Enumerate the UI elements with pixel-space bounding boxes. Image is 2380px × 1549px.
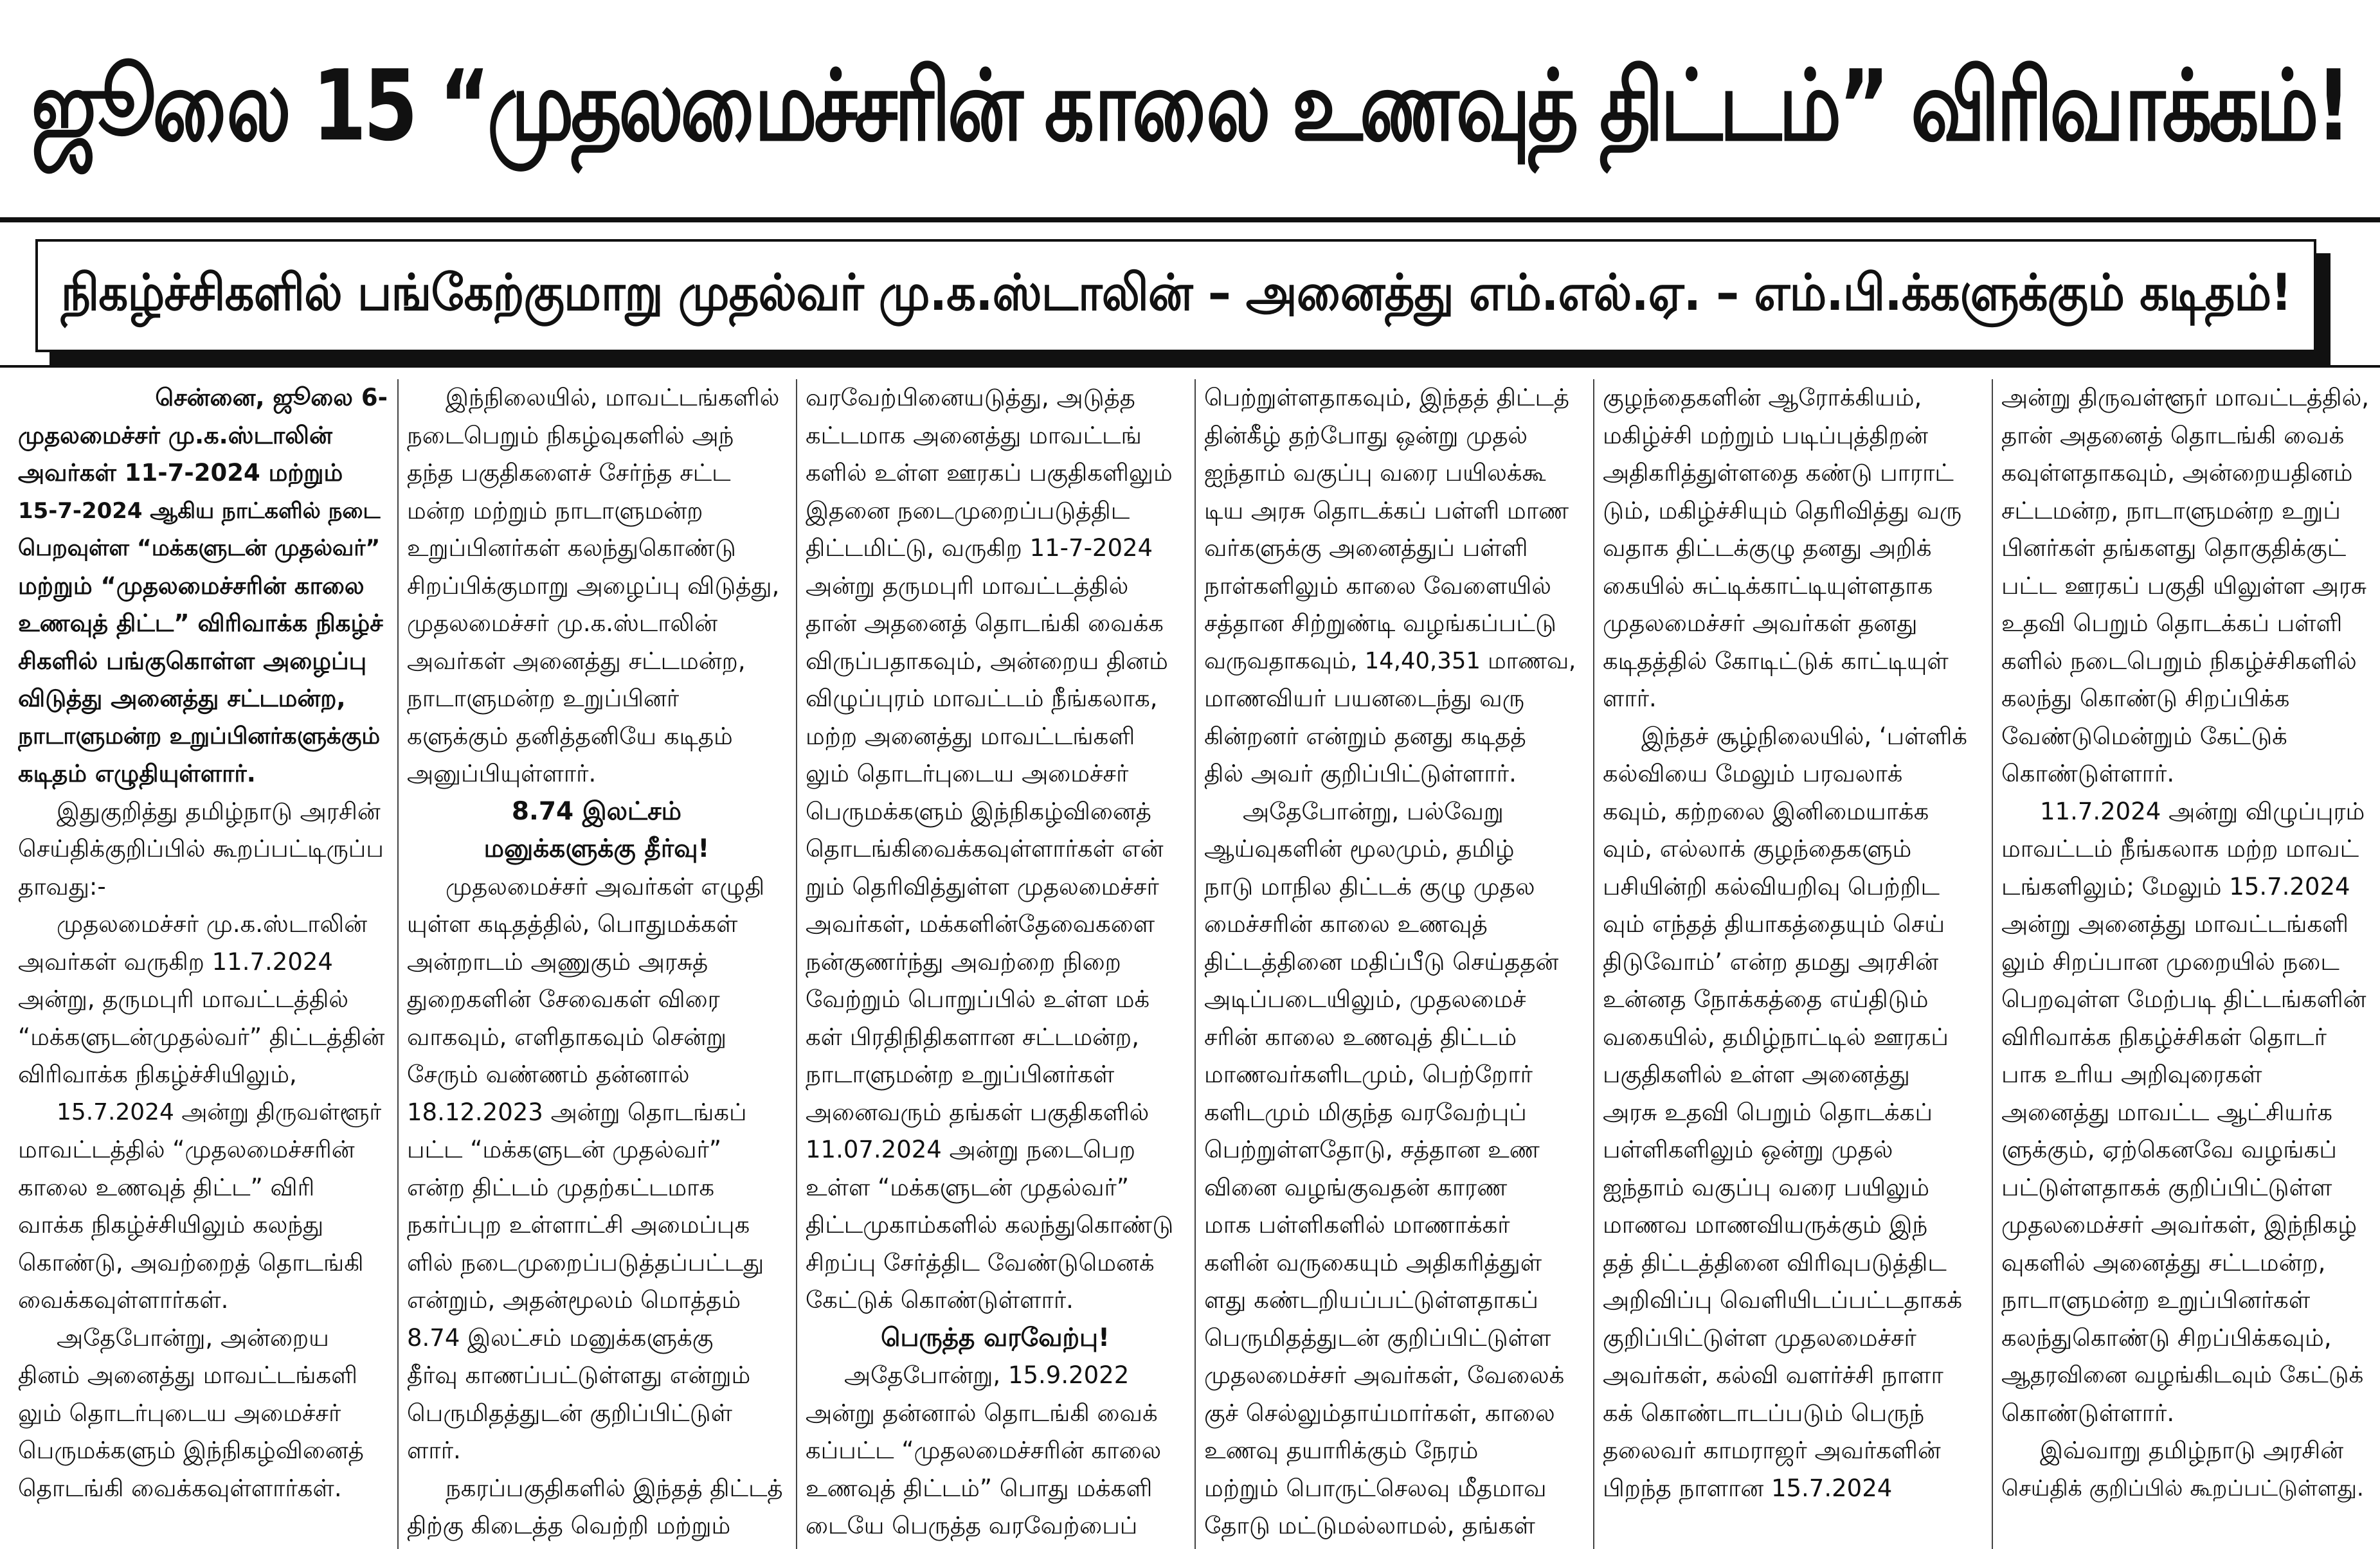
article-line: களில் நடைபெறும் நிகழ்ச்சிகளில் bbox=[2001, 647, 2357, 675]
column-divider bbox=[1593, 379, 1594, 1549]
article-line: 15.7.2024 அன்று திருவள்ளூர் bbox=[57, 1098, 382, 1125]
article-line: 8.74 இலட்சம் மனுக்களுக்கு bbox=[407, 1323, 714, 1352]
article-line: சரின் காலை உணவுத் திட்டம் bbox=[1204, 1023, 1517, 1051]
article-line: கடிதம் எழுதியுள்ளார். bbox=[18, 760, 256, 787]
article-line: அதேபோன்று, பல்வேறு bbox=[1243, 797, 1504, 825]
article-line: 15-7-2024 ஆகிய நாட்களில் நடை bbox=[18, 497, 381, 524]
article-line: அன்று அனைத்து மாவட்டங்களி bbox=[2001, 910, 2349, 938]
article-line: தொடங்கிவைக்கவுள்ளார்கள் என் bbox=[806, 835, 1164, 863]
article-line: ளார். bbox=[407, 1437, 461, 1464]
article-line: களுக்கும் தனித்தனியே கடிதம் bbox=[407, 722, 733, 750]
article-line: நகர்ப்புற உள்ளாட்சி அமைப்புக bbox=[407, 1211, 750, 1239]
article-line: சேரும் வண்ணம் தன்னால் bbox=[407, 1061, 690, 1088]
article-line: கேட்டுக் கொண்டுள்ளார். bbox=[806, 1286, 1074, 1314]
article-line: மற்றும் பொருட்செலவு மீதமாவ bbox=[1204, 1474, 1547, 1502]
article-line: டிய அரசு தொடக்கப் பள்ளி மாண bbox=[1204, 496, 1569, 524]
article-line: திடுவோம்’ என்ற தமது அரசின் bbox=[1603, 947, 1939, 976]
article-column-3 bbox=[806, 379, 1185, 1549]
article-line: வர்களுக்கு அனைத்துப் பள்ளி bbox=[1204, 534, 1528, 562]
headline bbox=[0, 0, 2380, 212]
article-line: துறைகளின் சேவைகள் விரை bbox=[407, 985, 720, 1013]
column-divider bbox=[1992, 379, 1993, 1549]
article-line: ளார். bbox=[1603, 685, 1657, 712]
article-line: பெறவுள்ள மேற்படி திட்டங்களின் bbox=[2001, 985, 2366, 1013]
article-line: குறிப்பிட்டுள்ள முதலமைச்சர் bbox=[1603, 1323, 1916, 1352]
article-line: கொண்டு, அவற்றைத் தொடங்கி bbox=[18, 1248, 364, 1276]
article-line: மாக பள்ளிகளில் மாணாக்கர் bbox=[1204, 1211, 1510, 1239]
article-line: கல்வியை மேலும் பரவலாக் bbox=[1603, 760, 1903, 787]
article-line: கின்றனர் என்றும் தனது கடிதத் bbox=[1204, 722, 1526, 750]
article-line: கையில் சுட்டிக்காட்டியுள்ளதாக bbox=[1603, 571, 1933, 600]
article-line: சிகளில் பங்குகொள்ள அழைப்பு bbox=[18, 647, 367, 675]
article-line: உன்னத நோக்கத்தை எய்திடும் bbox=[1603, 985, 1929, 1013]
article-line: களில் உள்ள ஊரகப் பகுதிகளிலும் bbox=[806, 459, 1173, 487]
article-line: பெருமிதத்துடன் குறிப்பிட்டுள் bbox=[407, 1399, 733, 1427]
article-line: தோடு மட்டுமல்லாமல், தங்கள் bbox=[1204, 1512, 1535, 1539]
article-body bbox=[0, 379, 2380, 1549]
article-column-2 bbox=[407, 379, 786, 1549]
article-line: மாணவியர் பயனடைந்து வரு bbox=[1204, 685, 1524, 712]
article-line: வாகவும், எளிதாகவும் சென்று bbox=[407, 1023, 727, 1051]
article-line: அதேபோன்று, 15.9.2022 bbox=[844, 1361, 1130, 1389]
article-line: கள் பிரதிநிதிகளான சட்டமன்ற, bbox=[806, 1023, 1139, 1051]
article-line: பாக உரிய அறிவுரைகள் bbox=[2001, 1061, 2262, 1088]
article-line: முதலமைச்சர் அவர்கள் தனது bbox=[1603, 609, 1918, 637]
article-line: செய்திக்குறிப்பில் கூறப்பட்டிருப்ப bbox=[18, 835, 384, 863]
article-line: மாணவ மாணவியருக்கும் இந் bbox=[1603, 1211, 1928, 1239]
article-line: பெருத்த வரவேற்பு! bbox=[881, 1323, 1110, 1352]
article-line: வினை வழங்குவதன் காரண bbox=[1204, 1173, 1508, 1201]
article-line: அன்று தன்னால் தொடங்கி வைக் bbox=[806, 1399, 1158, 1427]
article-line: நடைபெறும் நிகழ்வுகளில் அந் bbox=[407, 421, 734, 449]
article-line: அன்று திருவள்ளூர் மாவட்டத்தில், bbox=[2001, 384, 2370, 411]
article-line: பெற்றுள்ளதோடு, சத்தான உண bbox=[1204, 1136, 1540, 1163]
article-line: சிறப்பு சேர்த்திட வேண்டுமெனக் bbox=[806, 1248, 1155, 1276]
article-line: பெருமிதத்துடன் குறிப்பிட்டுள்ள bbox=[1204, 1323, 1551, 1352]
article-line: தாவது:- bbox=[18, 872, 106, 900]
article-line: அவர்கள் அனைத்து சட்டமன்ற, bbox=[407, 647, 746, 675]
article-line: வேற்றும் பொறுப்பில் உள்ள மக் bbox=[806, 985, 1150, 1013]
article-line: சத்தான சிற்றுண்டி வழங்கப்பட்டு bbox=[1204, 609, 1556, 637]
article-line: வைக்கவுள்ளார்கள். bbox=[18, 1286, 229, 1314]
article-line: காலை உணவுத் திட்ட” விரி bbox=[18, 1173, 315, 1201]
article-line: மனுக்களுக்கு தீர்வு! bbox=[483, 834, 710, 863]
article-line: சிறப்பிக்குமாறு அழைப்பு விடுத்து, bbox=[407, 571, 780, 600]
article-column-1 bbox=[18, 379, 388, 1549]
article-line: தினம் அனைத்து மாவட்டங்களி bbox=[18, 1361, 358, 1389]
article-line: தீர்வு காணப்பட்டுள்ளது என்றும் bbox=[407, 1361, 751, 1389]
article-column-4 bbox=[1204, 379, 1583, 1549]
article-line: நன்குணர்ந்து அவற்றை நிறை bbox=[806, 947, 1121, 976]
article-line: களிடமும் மிகுந்த வரவேற்புப் bbox=[1204, 1098, 1527, 1126]
article-line: நாடாளுமன்ற உறுப்பினர்கள் bbox=[806, 1061, 1115, 1088]
article-line: அனைவரும் தங்கள் பகுதிகளில் bbox=[806, 1098, 1149, 1126]
article-line: அவர்கள் வருகிற 11.7.2024 bbox=[18, 947, 333, 976]
article-line: லும் தொடர்புடைய அமைச்சர் bbox=[18, 1399, 341, 1427]
article-line: உறுப்பினர்கள் கலந்துகொண்டு bbox=[407, 534, 736, 562]
article-line: டையே பெருத்த வரவேற்பைப் bbox=[806, 1512, 1138, 1539]
article-line: பிறந்த நாளான 15.7.2024 bbox=[1603, 1474, 1893, 1502]
article-column-6 bbox=[2001, 379, 2371, 1549]
article-line: மற்றும் “முதலமைச்சரின் காலை bbox=[18, 571, 365, 600]
article-line: குச் செல்லும்தாய்மார்கள், காலை bbox=[1204, 1399, 1555, 1427]
article-line: திட்டமுகாம்களில் கலந்துகொண்டு bbox=[806, 1211, 1174, 1239]
article-line: லும் சிறப்பான முறையில் நடை bbox=[2001, 947, 2339, 976]
article-line: இந்நிலையில், மாவட்டங்களில் bbox=[446, 384, 780, 411]
article-line: பட்ட ஊரகப் பகுதி யிலுள்ள அரசு bbox=[2001, 571, 2367, 600]
article-line: ஆய்வுகளின் மூலமும், தமிழ் bbox=[1204, 835, 1515, 863]
section-rule bbox=[0, 365, 2380, 368]
article-line: முதலமைச்சர் மு.க.ஸ்டாலின் bbox=[57, 910, 368, 938]
article-line: பசியின்றி கல்வியறிவு பெற்றிட bbox=[1603, 872, 1940, 900]
article-line: நாள்களிலும் காலை வேளையில் bbox=[1204, 571, 1551, 600]
article-line: கலந்து கொண்டு சிறப்பிக்க bbox=[2001, 685, 2290, 712]
article-line: பெருமக்களும் இந்நிகழ்வினைத் bbox=[18, 1437, 364, 1464]
article-line: சென்னை, ஜூலை 6- bbox=[155, 384, 388, 411]
article-line: அன்றாடம் அணுகும் அரசுத் bbox=[407, 947, 708, 976]
article-line: உள்ள “மக்களுடன் முதல்வர்” bbox=[806, 1173, 1130, 1201]
article-line: முதலமைச்சர் அவர்கள், வேலைக் bbox=[1204, 1361, 1565, 1389]
article-line: லும் தொடர்புடைய அமைச்சர் bbox=[806, 760, 1129, 787]
article-line: விரிவாக்க நிகழ்ச்சிகள் தொடர் bbox=[2001, 1023, 2327, 1051]
article-line: என்ற திட்டம் முதற்கட்டமாக bbox=[407, 1173, 715, 1201]
article-line: மன்ற மற்றும் நாடாளுமன்ற bbox=[407, 496, 703, 524]
article-line: கொண்டுள்ளார். bbox=[2001, 760, 2175, 787]
article-line: அதேபோன்று, அன்றைய bbox=[57, 1323, 329, 1352]
article-line: தொடங்கி வைக்கவுள்ளார்கள். bbox=[18, 1474, 342, 1502]
article-line: பெறவுள்ள “மக்களுடன் முதல்வர்” bbox=[18, 535, 381, 561]
article-line: டும், மகிழ்ச்சியும் தெரிவித்து வரு bbox=[1603, 496, 1962, 524]
article-line: திட்டமிட்டு, வருகிற 11-7-2024 bbox=[806, 534, 1153, 562]
article-line: பகுதிகளில் உள்ள அனைத்து bbox=[1603, 1061, 1910, 1088]
article-line: மற்ற அனைத்து மாவட்டங்களி bbox=[806, 722, 1135, 750]
article-line: நகரப்பகுதிகளில் இந்தத் திட்டத் bbox=[446, 1474, 783, 1502]
article-line: முதலமைச்சர் அவர்கள், இந்நிகழ் bbox=[2001, 1211, 2357, 1239]
article-line: அன்று, தருமபுரி மாவட்டத்தில் bbox=[18, 985, 349, 1013]
headline-text: ஜூலை 15 “முதலமைச்சரின் காலை உணவுத் திட்டம்” விரிவாக்கம்! bbox=[31, 49, 2349, 163]
article-column-5 bbox=[1603, 379, 1982, 1549]
article-line: ளது கண்டறியப்பட்டுள்ளதாகப் bbox=[1204, 1286, 1538, 1314]
article-line: இதனை நடைமுறைப்படுத்திட bbox=[806, 496, 1130, 524]
article-line: 18.12.2023 அன்று தொடங்கப் bbox=[407, 1098, 747, 1126]
article-line: மாவட்டத்தில் “முதலமைச்சரின் bbox=[18, 1136, 355, 1163]
article-line: முதலமைச்சர் மு.க.ஸ்டாலின் bbox=[18, 421, 332, 449]
article-line: வும், எல்லாக் குழந்தைகளும் bbox=[1603, 835, 1912, 863]
article-line: உதவி பெறும் தொடக்கப் பள்ளி bbox=[2001, 609, 2343, 637]
article-line: மகிழ்ச்சி மற்றும் படிப்புத்திறன் bbox=[1603, 421, 1929, 449]
article-line: நாடு மாநில திட்டக் குழு முதல bbox=[1204, 872, 1535, 900]
article-line: உணவுத் திட்டம்” பொது மக்களி bbox=[806, 1474, 1153, 1502]
article-line: அதிகரித்துள்ளதை கண்டு பாராட் bbox=[1603, 459, 1954, 487]
article-line: பெருமக்களும் இந்நிகழ்வினைத் bbox=[806, 797, 1151, 825]
article-line: முதலமைச்சர் அவர்கள் எழுதி bbox=[446, 872, 765, 900]
article-line: சட்டமன்ற, நாடாளுமன்ற உறுப் bbox=[2001, 496, 2341, 524]
subheadline-box bbox=[35, 239, 2316, 352]
article-line: தின்கீழ் தற்போது ஒன்று முதல் bbox=[1204, 421, 1528, 449]
article-line: திற்கு கிடைத்த வெற்றி மற்றும் bbox=[407, 1512, 731, 1539]
article-line: கக் கொண்டாடப்படும் பெருந் bbox=[1603, 1399, 1925, 1427]
article-line: கவுள்ளதாகவும், அன்றையதினம் bbox=[2001, 459, 2353, 487]
article-line: நாடாளுமன்ற உறுப்பினர்களுக்கும் bbox=[18, 722, 381, 749]
article-line: உணவு தயாரிக்கும் நேரம் bbox=[1204, 1437, 1479, 1464]
article-line: தத் திட்டத்தினை விரிவுபடுத்திட bbox=[1603, 1248, 1947, 1276]
headline-rule bbox=[0, 217, 2380, 222]
article-line: டங்களிலும்; மேலும் 15.7.2024 bbox=[2001, 872, 2350, 900]
article-line: நாடாளுமன்ற உறுப்பினர்கள் bbox=[2001, 1286, 2311, 1314]
article-line: விடுத்து அனைத்து சட்டமன்ற, bbox=[18, 685, 346, 712]
article-line: என்றும், அதன்மூலம் மொத்தம் bbox=[407, 1286, 741, 1314]
article-line: பினர்கள் தங்களது தொகுதிக்குட் bbox=[2001, 534, 2347, 562]
article-line: ஐந்தாம் வகுப்பு வரை பயிலக்கூ bbox=[1204, 459, 1546, 487]
article-line: அனுப்பியுள்ளார். bbox=[407, 760, 597, 787]
article-line: இந்தச் சூழ்நிலையில், ‘பள்ளிக் bbox=[1641, 722, 1968, 750]
article-line: ளில் நடைமுறைப்படுத்தப்பட்டது bbox=[407, 1248, 764, 1276]
article-line: 8.74 இலட்சம் bbox=[511, 796, 682, 826]
article-line: 11.7.2024 அன்று விழுப்புரம் bbox=[2040, 797, 2365, 825]
article-line: வும் எந்தத் தியாகத்தையும் செய் bbox=[1603, 910, 1945, 938]
article-line: வாக்க நிகழ்ச்சியிலும் கலந்து bbox=[18, 1211, 324, 1239]
article-line: யுள்ள கடிதத்தில், பொதுமக்கள் bbox=[407, 910, 738, 938]
article-line: கட்டமாக அனைத்து மாவட்டங் bbox=[806, 421, 1142, 449]
subheadline-text: நிகழ்ச்சிகளில் பங்கேற்குமாறு முதல்வர் மு.க.ஸ்டாலின் – அனைத்து எம்.எல்.ஏ. – எம்.பி.க்களுக்கும் கடிதம்! bbox=[60, 263, 2291, 322]
article-line: பட்ட “மக்களுடன் முதல்வர்” bbox=[407, 1136, 722, 1163]
article-line: அன்று தருமபுரி மாவட்டத்தில் bbox=[806, 571, 1129, 600]
article-line: திட்டத்தினை மதிப்பீடு செய்ததன் bbox=[1204, 947, 1559, 976]
column-divider bbox=[796, 379, 797, 1549]
article-line: அறிவிப்பு வெளியிடப்பட்டதாகக் bbox=[1603, 1286, 1963, 1314]
article-line: அரசு உதவி பெறும் தொடக்கப் bbox=[1603, 1098, 1933, 1126]
article-line: 11.07.2024 அன்று நடைபெற bbox=[806, 1136, 1136, 1163]
article-line: அனைத்து மாவட்ட ஆட்சியர்க bbox=[2001, 1098, 2333, 1126]
article-line: தான் அதனைத் தொடங்கி வைக்க bbox=[806, 609, 1164, 637]
article-line: “மக்களுடன்முதல்வர்” திட்டத்தின் bbox=[18, 1023, 385, 1051]
article-line: கடிதத்தில் கோடிட்டுக் காட்டியுள் bbox=[1603, 647, 1949, 675]
article-line: கலந்துகொண்டு சிறப்பிக்கவும், bbox=[2001, 1323, 2332, 1352]
article-line: ஐந்தாம் வகுப்பு வரை பயிலும் bbox=[1603, 1173, 1930, 1201]
article-line: களின் வருகையும் அதிகரித்துள் bbox=[1204, 1248, 1542, 1276]
article-line: வதாக திட்டக்குழு தனது அறிக் bbox=[1603, 534, 1932, 562]
article-line: கவும், கற்றலை இனிமையாக்க bbox=[1603, 797, 1929, 825]
article-line: இதுகுறித்து தமிழ்நாடு அரசின் bbox=[57, 797, 381, 825]
article-line: பெற்றுள்ளதாகவும், இந்தத் திட்டத் bbox=[1204, 384, 1570, 411]
article-line: விருப்பதாகவும், அன்றைய தினம் bbox=[806, 647, 1168, 675]
column-divider bbox=[1195, 379, 1196, 1549]
article-line: றும் தெரிவித்துள்ள முதலமைச்சர் bbox=[806, 872, 1159, 900]
article-line: தில் அவர் குறிப்பிட்டுள்ளார். bbox=[1204, 760, 1517, 787]
article-line: விரிவாக்க நிகழ்ச்சியிலும், bbox=[18, 1061, 297, 1088]
article-line: தான் அதனைத் தொடங்கி வைக் bbox=[2001, 421, 2345, 449]
article-line: வுகளில் அனைத்து சட்டமன்ற, bbox=[2001, 1248, 2326, 1276]
article-line: தலைவர் காமராஜர் அவர்களின் bbox=[1603, 1437, 1941, 1464]
article-line: நாடாளுமன்ற உறுப்பினர் bbox=[407, 685, 680, 712]
article-line: பள்ளிகளிலும் ஒன்று முதல் bbox=[1603, 1136, 1893, 1163]
article-line: மாணவர்களிடமும், பெற்றோர் bbox=[1204, 1061, 1533, 1088]
article-line: உணவுத் திட்ட” விரிவாக்க நிகழ்ச் bbox=[18, 609, 383, 637]
article-line: அவர்கள், மக்களின்தேவைகளை bbox=[806, 910, 1155, 938]
article-line: பட்டுள்ளதாகக் குறிப்பிட்டுள்ள bbox=[2001, 1173, 2332, 1201]
article-line: இவ்வாறு தமிழ்நாடு அரசின் bbox=[2040, 1437, 2344, 1464]
article-line: அவர்கள், கல்வி வளர்ச்சி நாளா bbox=[1603, 1361, 1943, 1389]
article-line: அடிப்படையிலும், முதலமைச் bbox=[1204, 985, 1526, 1013]
article-line: செய்திக் குறிப்பில் கூறப்பட்டுள்ளது. bbox=[2001, 1475, 2364, 1501]
article-line: மைச்சரின் காலை உணவுத் bbox=[1204, 910, 1488, 938]
article-line: வகையில், தமிழ்நாட்டில் ஊரகப் bbox=[1603, 1023, 1949, 1051]
article-line: ஆதரவினை வழங்கிடவும் கேட்டுக் bbox=[2001, 1362, 2364, 1388]
article-line: வருவதாகவும், 14,40,351 மாணவ, bbox=[1204, 647, 1576, 674]
article-line: ளுக்கும், ஏற்கெனவே வழங்கப் bbox=[2001, 1136, 2337, 1163]
article-line: விழுப்புரம் மாவட்டம் நீங்கலாக, bbox=[806, 685, 1158, 712]
article-line: வரவேற்பினையடுத்து, அடுத்த bbox=[806, 384, 1135, 411]
article-line: மாவட்டம் நீங்கலாக மற்ற மாவட் bbox=[2001, 835, 2359, 863]
article-line: கப்பட்ட “முதலமைச்சரின் காலை bbox=[806, 1437, 1162, 1464]
article-line: முதலமைச்சர் மு.க.ஸ்டாலின் bbox=[407, 609, 718, 637]
article-line: தந்த பகுதிகளைச் சேர்ந்த சட்ட bbox=[407, 459, 731, 487]
column-divider bbox=[397, 379, 399, 1549]
article-line: குழந்தைகளின் ஆரோக்கியம், bbox=[1603, 384, 1922, 411]
article-line: கொண்டுள்ளார். bbox=[2001, 1399, 2175, 1427]
article-line: வேண்டுமென்றும் கேட்டுக் bbox=[2001, 722, 2287, 750]
article-line: அவர்கள் 11-7-2024 மற்றும் bbox=[18, 459, 343, 487]
